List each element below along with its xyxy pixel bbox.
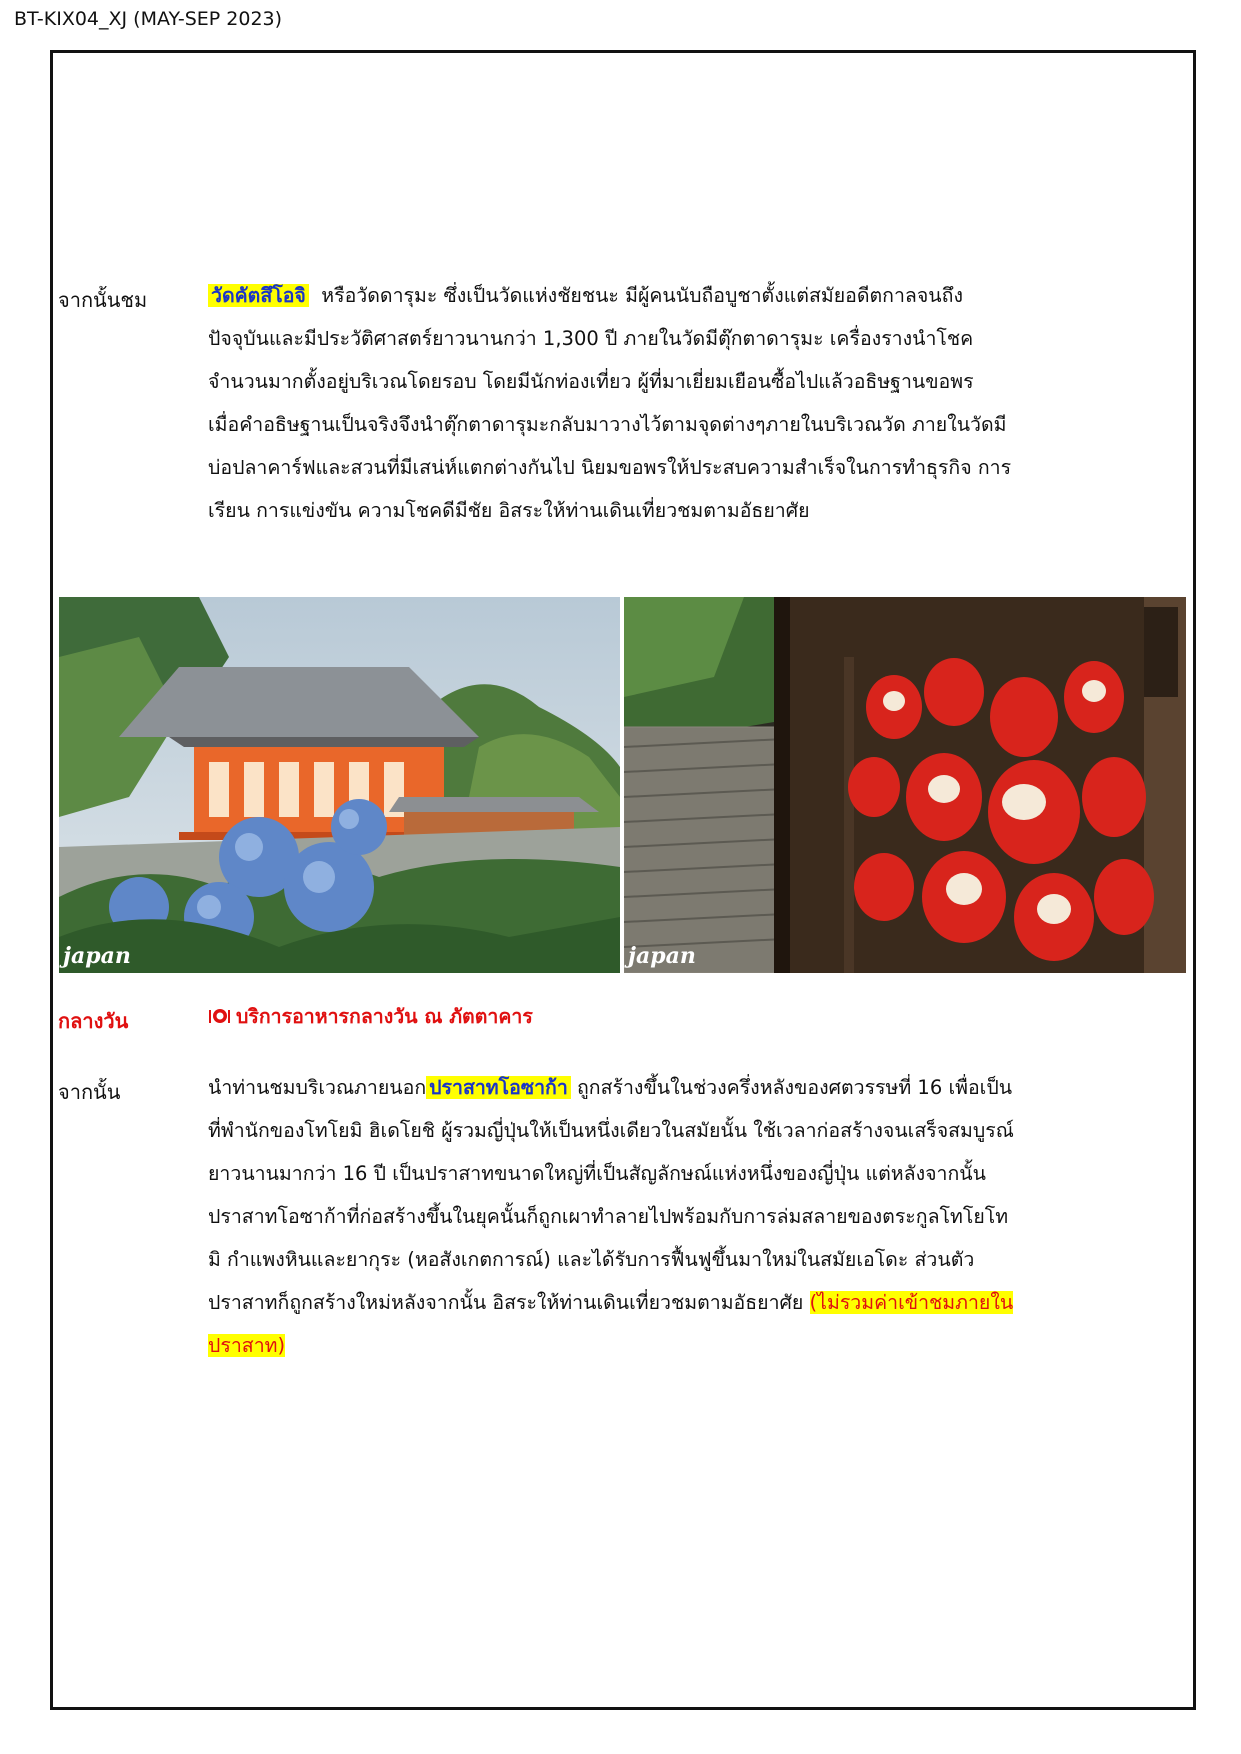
castle-description — [208, 1066, 1176, 1367]
description-line: ที่พำนักของโทโยมิ ฮิเดโยชิ ผู้รวมญี่ปุ่นให้เป็นหนึ่งเดียวในสมัยนั้น ใช้เวลาก่อสร้างจนเสร็จสมบูรณ์ — [208, 1119, 1014, 1142]
meal-icon — [208, 997, 230, 1015]
document-code: BT-KIX04_XJ (MAY-SEP 2023) — [14, 8, 283, 30]
temple-photo — [59, 597, 620, 973]
description-line — [208, 1324, 1176, 1367]
temple-description — [208, 274, 1176, 532]
temple-name-highlight: วัดคัตสึโอจิ — [208, 284, 309, 307]
daruma-photo — [624, 597, 1186, 973]
description-line: เมื่อคำอธิษฐานเป็นจริงจึงนำตุ๊กตาดารุมะกลับมาวางไว้ตามจุดต่างๆภายในบริเวณวัด ภายในวัดมี — [208, 413, 1007, 436]
description-line: ยาวนานมากว่า 16 ปี เป็นปราสาทขนาดใหญ่ที่เป็นสัญลักษณ์แห่งหนึ่งของญี่ปุ่น แต่หลังจากนั้น — [208, 1162, 986, 1185]
admission-note-cont: ปราสาท) — [208, 1334, 286, 1357]
description-line: ปราสาทโอซาก้าที่ก่อสร้างขึ้นในยุคนั้นก็ถูกเผาทำลายไปพร้อมกับการล่มสลายของตระกูลโทโยโท — [208, 1205, 1009, 1228]
watermark: japan — [628, 943, 696, 969]
description-line: ปัจจุบันและมีประวัติศาสตร์ยาวนานกว่า 1,300 ปี ภายในวัดมีตุ๊กตาดารุมะ เครื่องรางนำโชค — [208, 327, 974, 350]
time-label: กลางวัน — [58, 1009, 129, 1033]
description-line: จำนวนมากตั้งอยู่บริเวณโดยรอบ โดยมีนักท่องเที่ยว ผู้ที่มาเยี่ยมเยือนซื้อไปแล้วอธิษฐานขอพร — [208, 370, 974, 393]
lunch-text-line — [208, 995, 1176, 1038]
time-label: จากนั้น — [58, 1080, 121, 1104]
admission-note: (ไม่รวมค่าเข้าชมภายใน — [809, 1291, 1014, 1314]
description-line: บ่อปลาคาร์ฟและสวนที่มีเสน่ห์แตกต่างกันไป นิยมขอพรให้ประสบความสำเร็จในการทำธุรกิจ การ — [208, 456, 1012, 479]
lunch-text: บริการอาหารกลางวัน ณ ภัตตาคาร — [236, 1005, 533, 1028]
description-line: เรียน การแข่งขัน ความโชคดีมีชัย อิสระให้ท่านเดินเที่ยวชมตามอัธยาศัย — [208, 499, 810, 522]
description-line: มิ กำแพงหินและยากุระ (หอสังเกตการณ์) และได้รับการฟื้นฟูขึ้นมาใหม่ในสมัยเอโดะ ส่วนตัว — [208, 1248, 975, 1271]
watermark: japan — [63, 943, 131, 969]
description-line: ปราสาทก็ถูกสร้างใหม่หลังจากนั้น อิสระให้ท่านเดินเที่ยวชมตามอัธยาศัย (ไม่รวมค่าเข้าชมภายใน — [208, 1291, 1014, 1314]
description-line: นำท่านชมบริเวณภายนอก ปราสาทโอซาก้า ถูกสร้างขึ้นในช่วงครึ่งหลังของศตวรรษที่ 16 เพื่อเป็น — [208, 1076, 1013, 1099]
castle-name-highlight: ปราสาทโอซาก้า — [426, 1076, 571, 1099]
time-label: จากนั้นชม — [58, 288, 148, 312]
description-line: วัดคัตสึโอจิ หรือวัดดารุมะ ซึ่งเป็นวัดแห่งชัยชนะ มีผู้คนนับถือบูชาตั้งแต่สมัยอดีตกาลจนถึง — [208, 274, 1176, 317]
